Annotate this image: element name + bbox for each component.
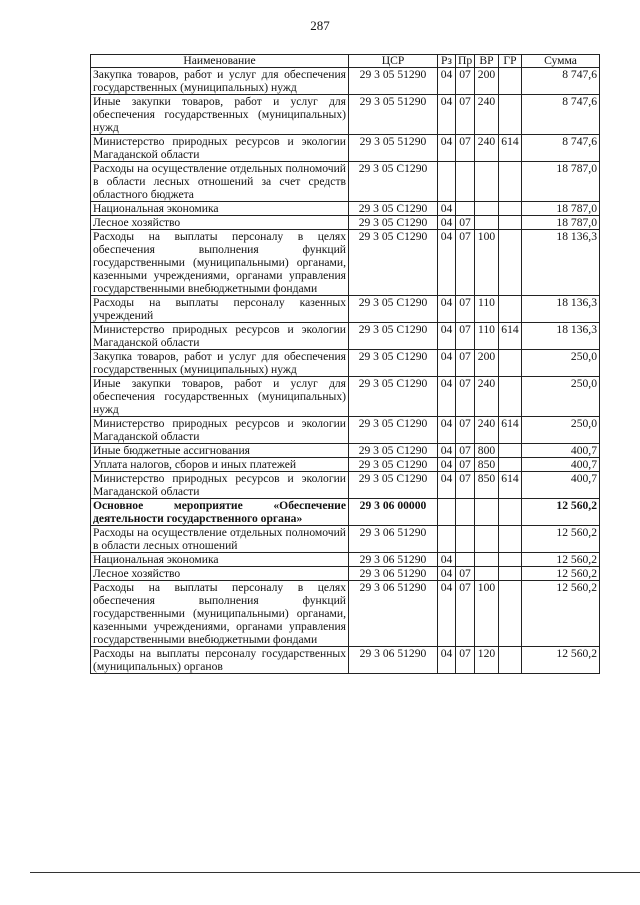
cell-rz: 04	[438, 68, 456, 95]
cell-name: Закупка товаров, работ и услуг для обеспечения государственных (муниципальных) нужд	[91, 68, 349, 95]
cell-rz: 04	[438, 567, 456, 581]
cell-name: Расходы на выплаты персоналу в целях обеспечения выполнения функций государственными (муниципальными) органами, казенными учреждениями, органами управления государственными внебюджетными фондами	[91, 581, 349, 647]
cell-pr: 07	[456, 581, 475, 647]
header-vr: ВР	[475, 55, 499, 68]
table-row	[91, 95, 600, 135]
cell-gr	[499, 581, 522, 647]
cell-vr: 850	[475, 458, 499, 472]
cell-rz: 04	[438, 553, 456, 567]
cell-name: Основное мероприятие «Обеспечение деятельности государственного органа»	[91, 499, 349, 526]
cell-csr: 29 3 06 51290	[349, 581, 438, 647]
cell-name: Уплата налогов, сборов и иных платежей	[91, 458, 349, 472]
cell-pr: 07	[456, 95, 475, 135]
cell-csr: 29 3 05 С1290	[349, 458, 438, 472]
cell-sum: 18 787,0	[522, 216, 600, 230]
cell-pr	[456, 526, 475, 553]
cell-rz: 04	[438, 296, 456, 323]
cell-sum: 12 560,2	[522, 581, 600, 647]
cell-rz: 04	[438, 95, 456, 135]
cell-name: Расходы на осуществление отдельных полномочий в области лесных отношений	[91, 526, 349, 553]
cell-vr: 240	[475, 95, 499, 135]
cell-sum: 12 560,2	[522, 499, 600, 526]
cell-rz	[438, 499, 456, 526]
cell-name: Расходы на выплаты персоналу государственных (муниципальных) органов	[91, 647, 349, 674]
cell-vr: 110	[475, 323, 499, 350]
cell-name: Закупка товаров, работ и услуг для обеспечения государственных (муниципальных) нужд	[91, 350, 349, 377]
cell-gr	[499, 202, 522, 216]
cell-pr	[456, 162, 475, 202]
cell-rz: 04	[438, 230, 456, 296]
cell-pr: 07	[456, 417, 475, 444]
cell-gr	[499, 216, 522, 230]
cell-csr: 29 3 05 С1290	[349, 444, 438, 458]
header-sum: Сумма	[522, 55, 600, 68]
table-row	[91, 230, 600, 296]
table-row	[91, 458, 600, 472]
table-row	[91, 216, 600, 230]
cell-name: Министерство природных ресурсов и экологии Магаданской области	[91, 135, 349, 162]
budget-table	[90, 54, 600, 674]
cell-sum: 400,7	[522, 444, 600, 458]
cell-pr: 07	[456, 377, 475, 417]
cell-name: Иные закупки товаров, работ и услуг для обеспечения государственных (муниципальных) нужд	[91, 95, 349, 135]
cell-rz	[438, 162, 456, 202]
cell-csr: 29 3 05 С1290	[349, 216, 438, 230]
cell-pr	[456, 202, 475, 216]
cell-name: Расходы на осуществление отдельных полномочий в области лесных отношений за счет средств областного бюджета	[91, 162, 349, 202]
cell-pr	[456, 553, 475, 567]
table-row	[91, 472, 600, 499]
header-name: Наименование	[91, 55, 349, 68]
cell-pr: 07	[456, 296, 475, 323]
cell-gr	[499, 499, 522, 526]
cell-sum: 250,0	[522, 377, 600, 417]
cell-vr: 100	[475, 230, 499, 296]
cell-pr: 07	[456, 350, 475, 377]
table-row	[91, 417, 600, 444]
cell-csr: 29 3 05 С1290	[349, 296, 438, 323]
cell-rz: 04	[438, 202, 456, 216]
cell-pr: 07	[456, 68, 475, 95]
table-row	[91, 350, 600, 377]
table-row	[91, 202, 600, 216]
cell-csr: 29 3 05 С1290	[349, 350, 438, 377]
cell-pr: 07	[456, 458, 475, 472]
table-row	[91, 553, 600, 567]
cell-sum: 12 560,2	[522, 567, 600, 581]
cell-gr	[499, 162, 522, 202]
cell-rz: 04	[438, 581, 456, 647]
table-row	[91, 581, 600, 647]
cell-gr: 614	[499, 135, 522, 162]
cell-csr: 29 3 06 51290	[349, 526, 438, 553]
cell-sum: 18 787,0	[522, 162, 600, 202]
cell-gr	[499, 647, 522, 674]
table-row	[91, 377, 600, 417]
cell-gr	[499, 553, 522, 567]
cell-gr	[499, 230, 522, 296]
cell-sum: 8 747,6	[522, 68, 600, 95]
cell-gr	[499, 444, 522, 458]
cell-gr	[499, 350, 522, 377]
cell-vr: 240	[475, 417, 499, 444]
table-row	[91, 135, 600, 162]
cell-sum: 18 136,3	[522, 230, 600, 296]
cell-name: Министерство природных ресурсов и экологии Магаданской области	[91, 417, 349, 444]
cell-gr: 614	[499, 417, 522, 444]
cell-vr: 120	[475, 647, 499, 674]
cell-rz: 04	[438, 350, 456, 377]
cell-pr: 07	[456, 647, 475, 674]
table-row	[91, 526, 600, 553]
cell-vr: 200	[475, 350, 499, 377]
cell-pr: 07	[456, 472, 475, 499]
cell-rz: 04	[438, 135, 456, 162]
header-gr: ГР	[499, 55, 522, 68]
cell-rz: 04	[438, 647, 456, 674]
cell-vr	[475, 162, 499, 202]
cell-csr: 29 3 05 51290	[349, 68, 438, 95]
cell-gr	[499, 458, 522, 472]
table-row	[91, 296, 600, 323]
header-rz: Рз	[438, 55, 456, 68]
cell-vr: 240	[475, 377, 499, 417]
cell-pr: 07	[456, 444, 475, 458]
cell-vr: 110	[475, 296, 499, 323]
cell-sum: 12 560,2	[522, 526, 600, 553]
cell-sum: 8 747,6	[522, 95, 600, 135]
table-row	[91, 68, 600, 95]
cell-vr: 200	[475, 68, 499, 95]
cell-gr	[499, 95, 522, 135]
cell-csr: 29 3 05 51290	[349, 135, 438, 162]
cell-vr	[475, 567, 499, 581]
cell-name: Расходы на выплаты персоналу в целях обеспечения выполнения функций государственными (муниципальными) органами, казенными учреждениями, органами управления государственными внебюджетными фондами	[91, 230, 349, 296]
cell-name: Лесное хозяйство	[91, 216, 349, 230]
cell-rz: 04	[438, 417, 456, 444]
cell-gr	[499, 526, 522, 553]
cell-name: Министерство природных ресурсов и экологии Магаданской области	[91, 323, 349, 350]
cell-pr: 07	[456, 230, 475, 296]
cell-pr: 07	[456, 567, 475, 581]
table-row	[91, 647, 600, 674]
cell-csr: 29 3 06 51290	[349, 567, 438, 581]
cell-sum: 12 560,2	[522, 647, 600, 674]
cell-sum: 250,0	[522, 417, 600, 444]
cell-name: Министерство природных ресурсов и экологии Магаданской области	[91, 472, 349, 499]
table-row	[91, 567, 600, 581]
cell-gr: 614	[499, 472, 522, 499]
cell-name: Национальная экономика	[91, 202, 349, 216]
cell-csr: 29 3 06 00000	[349, 499, 438, 526]
cell-csr: 29 3 05 С1290	[349, 202, 438, 216]
cell-csr: 29 3 06 51290	[349, 553, 438, 567]
cell-rz	[438, 526, 456, 553]
cell-sum: 400,7	[522, 458, 600, 472]
table-row	[91, 323, 600, 350]
cell-vr	[475, 553, 499, 567]
cell-rz: 04	[438, 323, 456, 350]
cell-sum: 250,0	[522, 350, 600, 377]
cell-rz: 04	[438, 472, 456, 499]
cell-rz: 04	[438, 377, 456, 417]
cell-pr: 07	[456, 216, 475, 230]
cell-pr	[456, 499, 475, 526]
cell-name: Национальная экономика	[91, 553, 349, 567]
cell-name: Иные закупки товаров, работ и услуг для обеспечения государственных (муниципальных) нужд	[91, 377, 349, 417]
cell-gr: 614	[499, 323, 522, 350]
cell-name: Иные бюджетные ассигнования	[91, 444, 349, 458]
cell-sum: 8 747,6	[522, 135, 600, 162]
cell-vr: 850	[475, 472, 499, 499]
cell-vr	[475, 499, 499, 526]
cell-csr: 29 3 05 С1290	[349, 230, 438, 296]
cell-csr: 29 3 06 51290	[349, 647, 438, 674]
page-number: 287	[310, 18, 330, 33]
cell-vr	[475, 216, 499, 230]
table-header-row	[91, 55, 600, 68]
cell-rz: 04	[438, 444, 456, 458]
cell-name: Расходы на выплаты персоналу казенных учреждений	[91, 296, 349, 323]
cell-sum: 12 560,2	[522, 553, 600, 567]
cell-sum: 18 787,0	[522, 202, 600, 216]
cell-sum: 18 136,3	[522, 296, 600, 323]
header-csr: ЦСР	[349, 55, 438, 68]
cell-vr	[475, 202, 499, 216]
cell-csr: 29 3 05 С1290	[349, 162, 438, 202]
table-row	[91, 162, 600, 202]
cell-csr: 29 3 05 51290	[349, 95, 438, 135]
cell-gr	[499, 296, 522, 323]
bottom-rule	[30, 872, 640, 873]
table-row	[91, 444, 600, 458]
cell-sum: 400,7	[522, 472, 600, 499]
cell-vr	[475, 526, 499, 553]
header-pr: Пр	[456, 55, 475, 68]
cell-csr: 29 3 05 С1290	[349, 472, 438, 499]
cell-rz: 04	[438, 216, 456, 230]
table-body	[91, 68, 600, 674]
cell-vr: 100	[475, 581, 499, 647]
cell-vr: 800	[475, 444, 499, 458]
cell-name: Лесное хозяйство	[91, 567, 349, 581]
cell-gr	[499, 567, 522, 581]
cell-csr: 29 3 05 С1290	[349, 323, 438, 350]
cell-csr: 29 3 05 С1290	[349, 417, 438, 444]
cell-gr	[499, 68, 522, 95]
cell-vr: 240	[475, 135, 499, 162]
cell-sum: 18 136,3	[522, 323, 600, 350]
cell-pr: 07	[456, 135, 475, 162]
cell-rz: 04	[438, 458, 456, 472]
cell-gr	[499, 377, 522, 417]
cell-csr: 29 3 05 С1290	[349, 377, 438, 417]
table-row	[91, 499, 600, 526]
cell-pr: 07	[456, 323, 475, 350]
